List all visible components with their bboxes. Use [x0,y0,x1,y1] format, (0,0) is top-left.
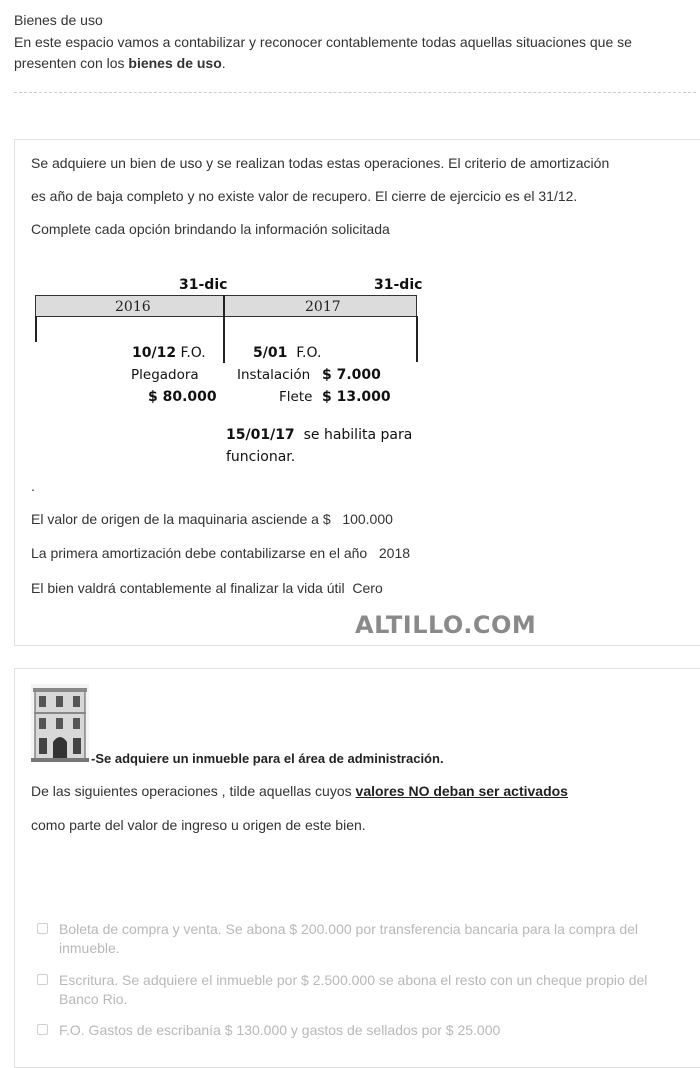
op2-date: 5/01 [253,345,288,361]
option-1[interactable] [37,920,687,958]
close-date-right: 31-dic [374,277,423,293]
answer-residual-value [31,580,383,596]
enable-date: 15/01/17 [226,427,295,443]
option-3-checkbox[interactable] [37,1024,48,1035]
description-end: . [221,55,226,71]
close-date-left: 31-dic [179,277,228,293]
card2-instruction-line-2: como parte del valor de ingreso u origen de este bien. [31,817,366,833]
option-2-checkbox[interactable] [37,974,48,985]
section-title: Bienes de uso [14,12,103,28]
op2-amount-1: $ 7.000 [322,367,381,383]
answer-origin-label: El valor de origen de la maquinaria asciende a $ [31,511,331,527]
op2-item-2: Flete [279,389,313,405]
answer-origin-input[interactable]: 100.000 [342,511,393,527]
description-bold: bienes de uso [128,55,222,71]
timeline-separator [223,295,225,363]
op2-header [253,345,321,361]
answer-first-amortization-input[interactable]: 2018 [378,545,411,561]
divider [14,92,696,93]
timeline-right-line [416,316,418,362]
answer-first-amortization [31,545,410,561]
question-card-1 [14,139,700,646]
stray-dot: . [31,478,35,494]
year-right: 2017 [305,299,341,315]
instruction-text: De las siguientes operaciones , tilde aquellas cuyos [31,783,356,799]
question-text-line-2: es año de baja completo y no existe valor de recupero. El cierre de ejercicio es el 31/12. [31,188,578,204]
enable-note [226,427,412,443]
op1-header [132,345,206,361]
op2-doc: F.O. [296,345,322,361]
option-2[interactable] [37,971,687,1009]
card2-instruction [31,783,568,799]
option-2-label: Escritura. Se adquiere el inmueble por $ 2.500.000 se abona el resto con un cheque propio del Banco Rio. [59,972,648,1007]
op1-doc: F.O. [180,345,206,361]
question-text-line-3: Complete cada opción brindando la información solicitada [31,221,390,237]
op1-date: 10/12 [132,345,177,361]
op1-item: Plegadora [131,367,199,383]
timeline-header-bar [35,295,417,317]
building-icon [31,684,89,762]
enable-text-2: funcionar. [226,449,296,465]
instruction-emphasis: valores NO deban ser activados [355,783,568,799]
answer-residual-input[interactable]: Cero [352,580,383,596]
answer-residual-label: El bien valdrá contablemente al finalizar la vida útil [31,580,345,596]
timeline-left-line [35,316,37,342]
option-3-label: F.O. Gastos de escribanía $ 130.000 y gastos de sellados por $ 25.000 [59,1022,501,1038]
section-description [14,32,690,74]
option-1-checkbox[interactable] [37,923,48,934]
question-text-line-1: Se adquiere un bien de uso y se realizan todas estas operaciones. El criterio de amortización [31,155,610,171]
op2-item-1: Instalación [237,367,311,383]
intro-section [14,10,690,74]
answer-first-amortization-label: La primera amortización debe contabilizarse en el año [31,545,368,561]
year-left: 2016 [115,299,151,315]
enable-text-1: se habilita para [303,427,413,443]
question-card-2 [14,668,700,1068]
watermark-logo: ALTILLO.COM [355,611,537,639]
op1-amount: $ 80.000 [148,389,217,405]
option-3[interactable] [37,1021,687,1040]
option-1-label: Boleta de compra y venta. Se abona $ 200.000 por transferencia bancaria para la compra del inmueble. [59,921,639,956]
card2-heading: -Se adquiere un inmueble para el área de administración. [91,751,444,766]
op2-amount-2: $ 13.000 [322,389,391,405]
description-text: En este espacio vamos a contabilizar y reconocer contablemente todas aquellas situaciones que se presenten con los [14,34,632,71]
answer-origin-value [31,511,393,527]
